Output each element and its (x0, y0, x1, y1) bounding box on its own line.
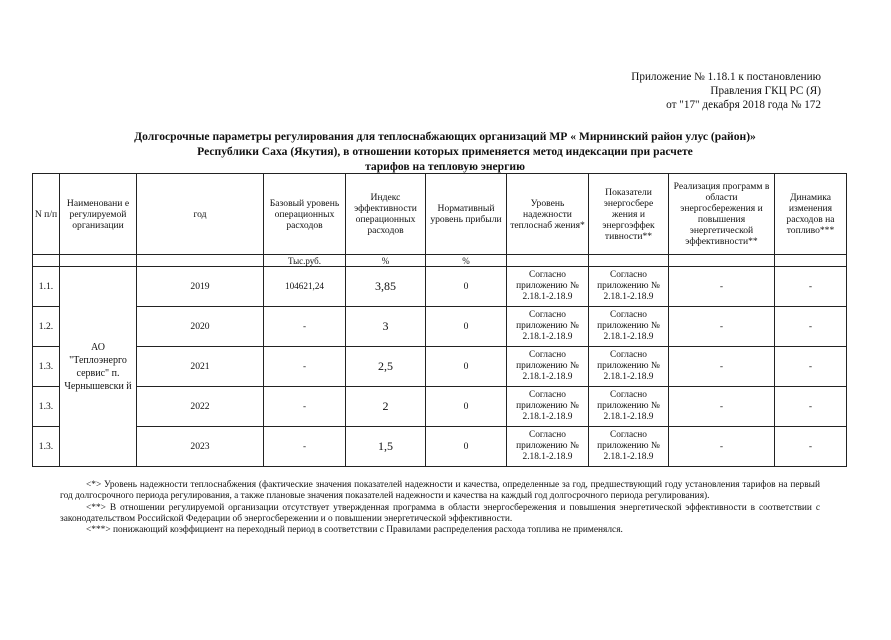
table-row (33, 387, 847, 427)
unit-cell (507, 255, 589, 267)
header-base-costs: Базовый уровень операционных расходов (264, 174, 346, 255)
title-line-2: Республики Саха (Якутия), в отношении которых применяется метод индексации при расчете (197, 145, 693, 158)
units-row (33, 255, 847, 267)
row-reliability: Согласно приложению № 2.18.1-2.18.9 (507, 307, 589, 347)
row-efficiency-index: 2 (346, 387, 426, 427)
row-year: 2021 (137, 347, 264, 387)
regulation-parameters-table (32, 173, 847, 467)
header-organization: Наименовани е регулируемой организации (60, 174, 137, 255)
row-reliability: Согласно приложению № 2.18.1-2.18.9 (507, 347, 589, 387)
row-year: 2020 (137, 307, 264, 347)
row-profit: 0 (426, 307, 507, 347)
row-energy-saving: Согласно приложению № 2.18.1-2.18.9 (589, 267, 669, 307)
row-efficiency-index: 3 (346, 307, 426, 347)
row-base-costs: - (264, 347, 346, 387)
annex-line-2: Правления ГКЦ РС (Я) (710, 85, 821, 97)
footnote-energy-program: <**> В отношении регулируемой организации отсутствует утвержденная программа в области энергосбережения и повышения энергетической эффективности в соответствии с законодательством Российской Федерации об энергосбережении и о повышении энергетической эффективности. (60, 502, 820, 524)
row-number: 1.3. (33, 387, 60, 427)
header-year: год (137, 174, 264, 255)
unit-cell (589, 255, 669, 267)
title-line-3: тарифов на тепловую энергию (365, 160, 525, 173)
table-row (33, 427, 847, 467)
row-fuel: - (775, 267, 847, 307)
unit-cell (775, 255, 847, 267)
row-fuel: - (775, 387, 847, 427)
row-reliability: Согласно приложению № 2.18.1-2.18.9 (507, 427, 589, 467)
table-row (33, 347, 847, 387)
footnotes (60, 480, 820, 536)
unit-cell (137, 255, 264, 267)
header-reliability: Уровень надежности теплоснаб жения* (507, 174, 589, 255)
row-reliability: Согласно приложению № 2.18.1-2.18.9 (507, 267, 589, 307)
header-energy-saving: Показатели энергосбере жения и энергоэффек тивности** (589, 174, 669, 255)
row-base-costs: 104621,24 (264, 267, 346, 307)
row-base-costs: - (264, 427, 346, 467)
row-fuel: - (775, 427, 847, 467)
document-title (50, 129, 840, 174)
row-program: - (669, 267, 775, 307)
unit-cell: Тыс.руб. (264, 255, 346, 267)
row-profit: 0 (426, 347, 507, 387)
row-base-costs: - (264, 387, 346, 427)
row-year: 2023 (137, 427, 264, 467)
row-energy-saving: Согласно приложению № 2.18.1-2.18.9 (589, 347, 669, 387)
row-number: 1.2. (33, 307, 60, 347)
row-year: 2019 (137, 267, 264, 307)
row-efficiency-index: 1,5 (346, 427, 426, 467)
row-energy-saving: Согласно приложению № 2.18.1-2.18.9 (589, 307, 669, 347)
annex-line-3: от "17" декабря 2018 года № 172 (666, 99, 821, 111)
unit-cell (669, 255, 775, 267)
row-number: 1.1. (33, 267, 60, 307)
row-energy-saving: Согласно приложению № 2.18.1-2.18.9 (589, 387, 669, 427)
header-profit-level: Нормативный уровень прибыли (426, 174, 507, 255)
annex-line-1: Приложение № 1.18.1 к постановлению (631, 71, 821, 83)
row-efficiency-index: 3,85 (346, 267, 426, 307)
row-energy-saving: Согласно приложению № 2.18.1-2.18.9 (589, 427, 669, 467)
organization-name: АО "Теплоэнерго сервис" п. Чернышевски й (60, 267, 137, 467)
row-program: - (669, 427, 775, 467)
row-profit: 0 (426, 387, 507, 427)
annex-reference (631, 70, 821, 112)
table-row (33, 307, 847, 347)
row-year: 2022 (137, 387, 264, 427)
header-fuel-dynamics: Динамика изменения расходов на топливо*** (775, 174, 847, 255)
row-fuel: - (775, 307, 847, 347)
footnote-fuel: <***> понижающий коэффициент на переходный период в соответствии с Правилами распределения расхода топлива не применялся. (86, 525, 623, 536)
row-reliability: Согласно приложению № 2.18.1-2.18.9 (507, 387, 589, 427)
table-row (33, 267, 847, 307)
row-fuel: - (775, 347, 847, 387)
row-program: - (669, 387, 775, 427)
header-program: Реализация программ в области энергосбережения и повышения энергетической эффективности** (669, 174, 775, 255)
unit-cell (33, 255, 60, 267)
header-number: N п/п (33, 174, 60, 255)
row-base-costs: - (264, 307, 346, 347)
row-efficiency-index: 2,5 (346, 347, 426, 387)
header-efficiency-index: Индекс эффективности операционных расходов (346, 174, 426, 255)
footnote-reliability: <*> Уровень надежности теплоснабжения (фактические значения показателей надежности и качества, определенные за год, предшествующий году установления тарифов на первый год долгосрочного периода регулирования, а также плановые значения показателей надежности и качества на каждый год долгосрочного периода регулирования). (60, 480, 820, 502)
row-profit: 0 (426, 427, 507, 467)
table-header-row (33, 174, 847, 255)
title-line-1: Долгосрочные параметры регулирования для теплоснабжающих организаций МР « Мирнинский район улус (район)» (134, 130, 756, 143)
row-number: 1.3. (33, 347, 60, 387)
row-number: 1.3. (33, 427, 60, 467)
unit-cell: % (346, 255, 426, 267)
row-program: - (669, 307, 775, 347)
unit-cell: % (426, 255, 507, 267)
unit-cell (60, 255, 137, 267)
row-program: - (669, 347, 775, 387)
row-profit: 0 (426, 267, 507, 307)
